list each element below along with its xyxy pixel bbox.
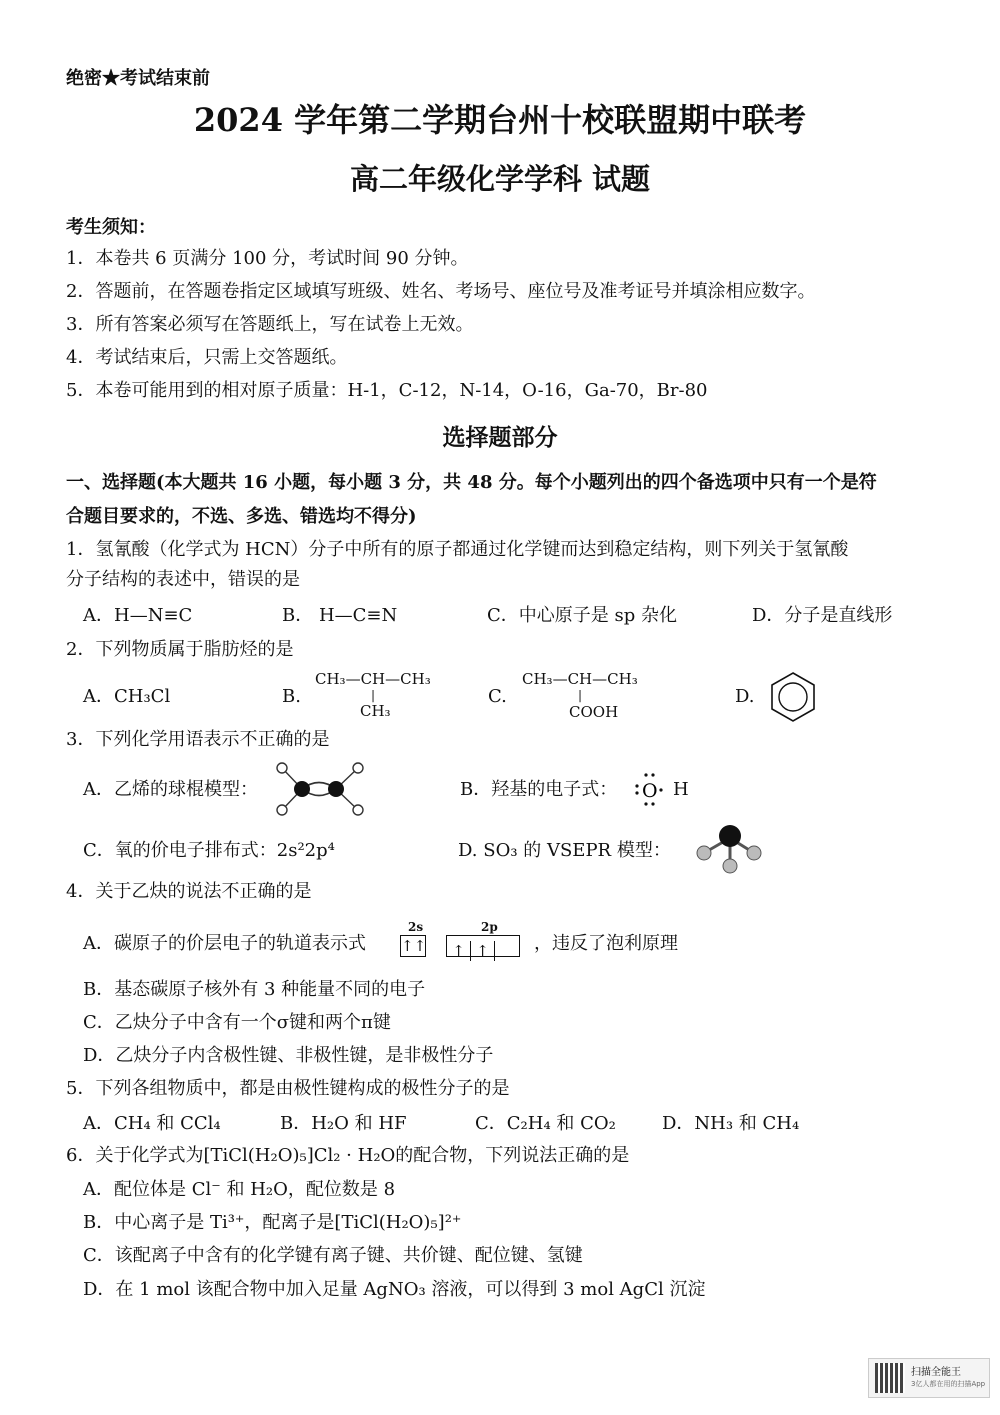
- section-instructions: 合题目要求的，不选、多选、错选均不得分): [66, 506, 417, 527]
- exam-title: 2024 学年第二学期台州十校联盟期中联考: [193, 101, 807, 139]
- option-b: B．羟基的电子式：: [460, 779, 618, 800]
- section-instructions: 一、选择题(本大题共 16 小题，每小题 3 分，共 48 分。每个小题列出的四个备选项中只有一个是符: [66, 472, 877, 493]
- option-d: D. SO₃ 的 VSEPR 模型：: [458, 840, 671, 861]
- exam-subtitle: 高二年级化学学科 试题: [349, 162, 651, 196]
- option-d: D．在 1 mol 该配合物中加入足量 AgNO₃ 溶液，可以得到 3 mol AgCl 沉淀: [83, 1279, 706, 1300]
- option-c: C．C₂H₄ 和 CO₂: [475, 1113, 616, 1134]
- option-d: D．乙炔分子内含极性键、非极性键，是非极性分子: [83, 1045, 494, 1066]
- orbital-cell: ↑↑: [401, 937, 427, 955]
- question-stem: 4．关于乙炔的说法不正确的是: [66, 881, 312, 902]
- option-a: A．CH₃Cl: [83, 686, 171, 707]
- benzene-ring-icon: [766, 670, 820, 724]
- orbital-cell: [495, 936, 519, 956]
- qr-code-icon: [875, 1363, 905, 1393]
- option-a: A．CH₄ 和 CCl₄: [83, 1113, 221, 1134]
- question-stem: 2．下列物质属于脂肪烃的是: [66, 639, 294, 660]
- question-stem: 5．下列各组物质中，都是由极性键构成的极性分子的是: [66, 1078, 510, 1099]
- structure-isobutane: CH₃—CH—CH₃: [315, 670, 431, 688]
- option-a: A．乙烯的球棍模型：: [83, 779, 258, 800]
- section-title: 选择题部分: [442, 424, 558, 451]
- hydroxyl-h: H: [673, 779, 689, 800]
- option-c: C．该配离子中含有的化学键有离子键、共价键、配位键、氢键: [83, 1245, 583, 1266]
- ethylene-ball-stick-icon: [272, 760, 368, 818]
- notice-item: 4．考试结束后，只需上交答题纸。: [66, 347, 348, 368]
- structure-branch: COOH: [569, 703, 619, 721]
- structure-branch: CH₃: [360, 702, 391, 720]
- watermark-brand: 扫描全能王: [911, 1367, 961, 1378]
- notice-item: 1．本卷共 6 页满分 100 分，考试时间 90 分钟。: [66, 248, 469, 269]
- orbital-2s-label: 2s: [408, 920, 424, 934]
- hydroxyl-electron-dot-icon: [634, 770, 664, 808]
- question-stem: 分子结构的表述中，错误的是: [66, 569, 300, 590]
- question-stem: 1．氢氰酸（化学式为 HCN）分子中所有的原子都通过化学键而达到稳定结构，则下列关于氢氰酸: [66, 539, 849, 560]
- notice-item: 5．本卷可能用到的相对原子质量：H-1，C-12，N-14，O-16，Ga-70，Br-80: [66, 380, 708, 401]
- so3-vsepr-model-icon: [692, 820, 766, 876]
- orbital-2s-box: [400, 935, 426, 957]
- orbital-2p-label: 2p: [481, 920, 498, 934]
- notice-item: 3．所有答案必须写在答题纸上，写在试卷上无效。: [66, 314, 474, 335]
- bond-line: |: [578, 688, 583, 702]
- question-stem: 3．下列化学用语表示不正确的是: [66, 729, 330, 750]
- structure-acid: CH₃—CH—CH₃: [522, 670, 638, 688]
- notice-item: 2．答题前，在答题卷指定区域填写班级、姓名、考场号、座位号及准考证号并填涂相应数字。: [66, 281, 816, 302]
- orbital-cell: ↑: [447, 941, 471, 961]
- option-a: A．碳原子的价层电子的轨道表示式: [83, 933, 366, 954]
- option-a: A．H—N≡C: [83, 605, 193, 626]
- scanner-watermark: [868, 1358, 990, 1398]
- option-c: C.: [488, 686, 507, 707]
- option-b: B． H—C≡N: [282, 605, 398, 626]
- option-b: B．中心离子是 Ti³⁺，配离子是[TiCl(H₂O)₅]²⁺: [83, 1212, 462, 1233]
- option-b: B．H₂O 和 HF: [280, 1113, 407, 1134]
- option-a: A．配位体是 Cl⁻ 和 H₂O，配位数是 8: [83, 1179, 396, 1200]
- option-b: B.: [282, 686, 301, 707]
- confidential-mark: 绝密★考试结束前: [66, 68, 210, 89]
- question-stem: 6．关于化学式为[TiCl(H₂O)₅]Cl₂ · H₂O的配合物，下列说法正确的是: [66, 1145, 630, 1166]
- option-c: C．中心原子是 sp 杂化: [487, 605, 677, 626]
- orbital-2p-box: [446, 935, 520, 960]
- option-a-tail: ，违反了泡利原理: [534, 933, 678, 954]
- option-c: C．氧的价电子排布式：2s²2p⁴: [83, 840, 335, 861]
- orbital-cell: ↑: [471, 941, 495, 961]
- svg-text:O: O: [642, 780, 658, 802]
- option-d: D．NH₃ 和 CH₄: [662, 1113, 800, 1134]
- notice-heading: 考生须知：: [66, 217, 156, 238]
- bond-line: |: [371, 688, 376, 702]
- option-c: C．乙炔分子中含有一个σ键和两个π键: [83, 1012, 391, 1033]
- option-d: D.: [735, 686, 755, 707]
- option-d: D．分子是直线形: [752, 605, 893, 626]
- option-b: B．基态碳原子核外有 3 种能量不同的电子: [83, 979, 426, 1000]
- watermark-tagline: 3亿人都在用的扫描App: [911, 1380, 986, 1388]
